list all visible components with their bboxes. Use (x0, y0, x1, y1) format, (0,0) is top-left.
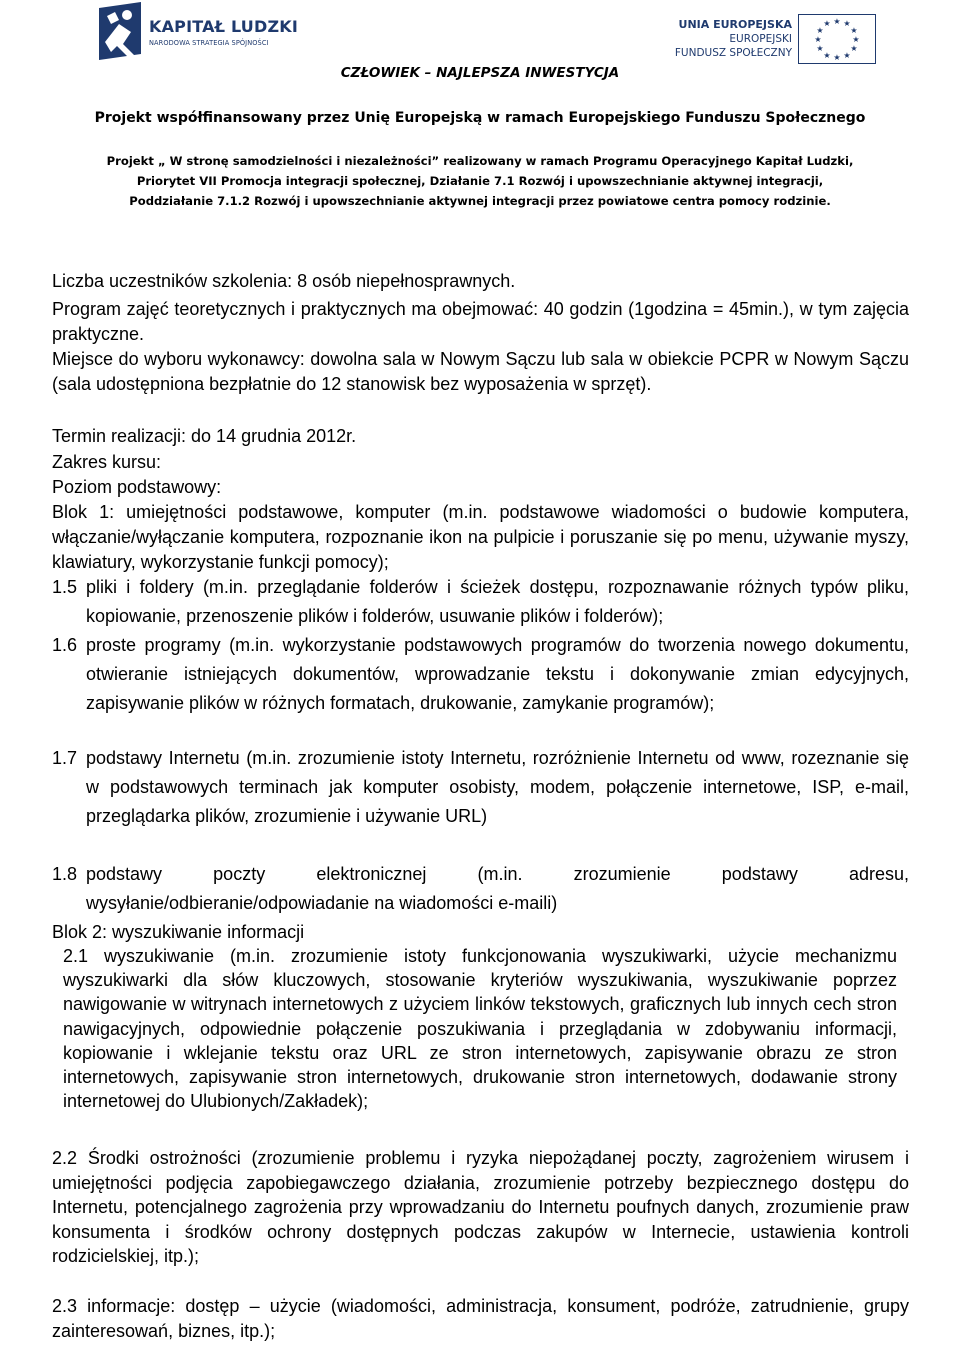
svg-text:★: ★ (843, 19, 851, 28)
svg-text:★: ★ (823, 51, 831, 60)
list-item-number: 1.6 (52, 635, 78, 655)
efs-line-1: EUROPEJSKI (729, 33, 792, 45)
kapital-ludzki-subtitle: NARODOWA STRATEGIA SPÓJNOŚCI (149, 39, 269, 47)
block1-intro: Blok 1: umiejętności podstawowe, komputer (m.in. podstawowe wiadomości o budowie komputera, włączanie/wyłączanie komputera, rozpoznanie ikon na pulpicie i poruszanie się po menu, używanie myszy, klawiatury, wykorzystanie funkcji pomocy); (52, 502, 909, 572)
block2-item-3: 2.3 informacje: dostęp – użycie (wiadomości, administracja, konsument, podróże, zatrudnienie, grupy zainteresowań, biznes, itp.); (52, 1296, 909, 1341)
list-item-number: 1.7 (52, 748, 78, 768)
list-item (52, 744, 909, 831)
list-item-number: 1.8 (52, 864, 78, 884)
list-item (52, 573, 909, 631)
list-item-text: podstawy poczty elektronicznej (m.in. zrozumienie podstawy adresu, wysyłanie/odbieranie/odpowiadanie na wiadomości e-maili) (86, 864, 909, 913)
level-title: Poziom podstawowy: (52, 477, 222, 497)
svg-text:★: ★ (852, 35, 860, 44)
project-detail-line: Projekt „ W stronę samodzielności i niezależności” realizowany w ramach Programu Operacyjnego Kapitał Ludzki, (106, 154, 854, 168)
eu-social-fund-logo (676, 14, 876, 64)
cofinancing-line: Projekt współfinansowany przez Unię Europejską w ramach Europejskiego Funduszu Społecznego (94, 110, 866, 126)
svg-text:★: ★ (814, 35, 822, 44)
eu-flag-icon (798, 14, 876, 64)
efs-line-2: FUNDUSZ SPOŁECZNY (674, 47, 792, 59)
svg-text:★: ★ (816, 44, 824, 53)
participants-line: Liczba uczestników szkolenia: 8 osób niepełnosprawnych. (52, 271, 516, 291)
kapital-ludzki-logo (97, 2, 302, 62)
block2-title: Blok 2: wyszukiwanie informacji (52, 922, 305, 942)
svg-text:★: ★ (850, 26, 858, 35)
location-paragraph: Miejsce do wyboru wykonawcy: dowolna sala w Nowym Sączu lub sala w obiekcie PCPR w Nowym Sączu (sala udostępniona bezpłatnie do 12 stanowisk bez wyposażenia w sprzęt). (52, 349, 909, 394)
block2-item-2: 2.2 Środki ostrożności (zrozumienie problemu i ryzyka niepożądanej poczty, zagrożeniem wirusem i umiejętności podjęcia zapobiegawczego działania, zrozumienie potrzeby bezpiecznego dostępu do Internetu, potencjalnego zagrożenia przy wprowadzaniu do Internetu poufnych danych, zrozumienie praw konsumenta i środków ochrony dostępnych podczas zakupów w Internecie, ustawienia kontroli rodzicielskiej, itp.); (52, 1148, 909, 1266)
kapital-ludzki-name: KAPITAŁ LUDZKI (149, 17, 299, 36)
slogan: CZŁOWIEK – NAJLEPSZA INWESTYCJA (340, 65, 620, 81)
list-item-text: podstawy Internetu (m.in. zrozumienie istoty Internetu, rozróżnienie Internetu od www, rozeznanie się w podstawowych terminach jak komputer osobisty, modem, połączenie internetowe, ISP, e-mail, przeglądarka plików, zrozumienie i używanie URL) (86, 748, 909, 826)
eu-name: UNIA EUROPEJSKA (678, 18, 792, 31)
list-item-number: 1.5 (52, 577, 78, 597)
project-detail-line: Poddziałanie 7.1.2 Rozwój i upowszechnianie aktywnej integracji przez powiatowe centra pomocy rodzinie. (129, 194, 831, 208)
list-item (52, 631, 909, 718)
svg-text:★: ★ (833, 17, 841, 26)
deadline-line: Termin realizacji: do 14 grudnia 2012r. (52, 426, 357, 446)
list-item (52, 860, 909, 918)
project-detail-line: Priorytet VII Promocja integracji społecznej, Działanie 7.1 Rozwój i upowszechnianie aktywnej integracji, (136, 174, 824, 188)
list-item-text: proste programy (m.in. wykorzystanie podstawowych programów do tworzenia nowego dokumentu, otwieranie istniejących dokumentów, wprowadzanie tekstu i dokonywanie zmian edycyjnych, zapisywanie plików w różnych formatach, drukowanie, zamykanie programów); (86, 635, 909, 713)
svg-text:★: ★ (833, 53, 841, 62)
svg-text:★: ★ (850, 44, 858, 53)
list-item-text: pliki i foldery (m.in. przeglądanie folderów i ścieżek dostępu, rozpoznawanie różnych typów pliku, kopiowanie, przenoszenie plików i folderów, usuwanie plików i folderów); (86, 577, 909, 626)
svg-text:★: ★ (816, 26, 824, 35)
kapital-ludzki-emblem-icon (97, 2, 143, 60)
svg-text:★: ★ (823, 19, 831, 28)
scope-title: Zakres kursu: (52, 452, 162, 472)
program-paragraph: Program zajęć teoretycznych i praktycznych ma obejmować: 40 godzin (1godzina = 45min.), w tym zajęcia praktyczne. (52, 299, 909, 344)
block2-item-1: 2.1 wyszukiwanie (m.in. zrozumienie istoty funkcjonowania wyszukiwarki, użycie mechanizmu wyszukiwarki dla słów kluczowych, stosowanie kryteriów wyszukiwania, wyszukiwanie poprzez nawigowanie w witrynach internetowych z użyciem linków tekstowych, graficznych lub innych cech stron nawigacyjnych, odpowiednie połączenie poszukiwania i przeglądania w zdobywaniu informacji, kopiowanie i wklejanie tekstu oraz URL ze stron internetowych, zapisywanie obrazu ze stron internetowych, zapisywanie stron internetowych, drukowanie stron internetowych, dodawanie strony internetowej do Ulubionych/Zakładek); (63, 946, 897, 1112)
svg-text:★: ★ (843, 51, 851, 60)
